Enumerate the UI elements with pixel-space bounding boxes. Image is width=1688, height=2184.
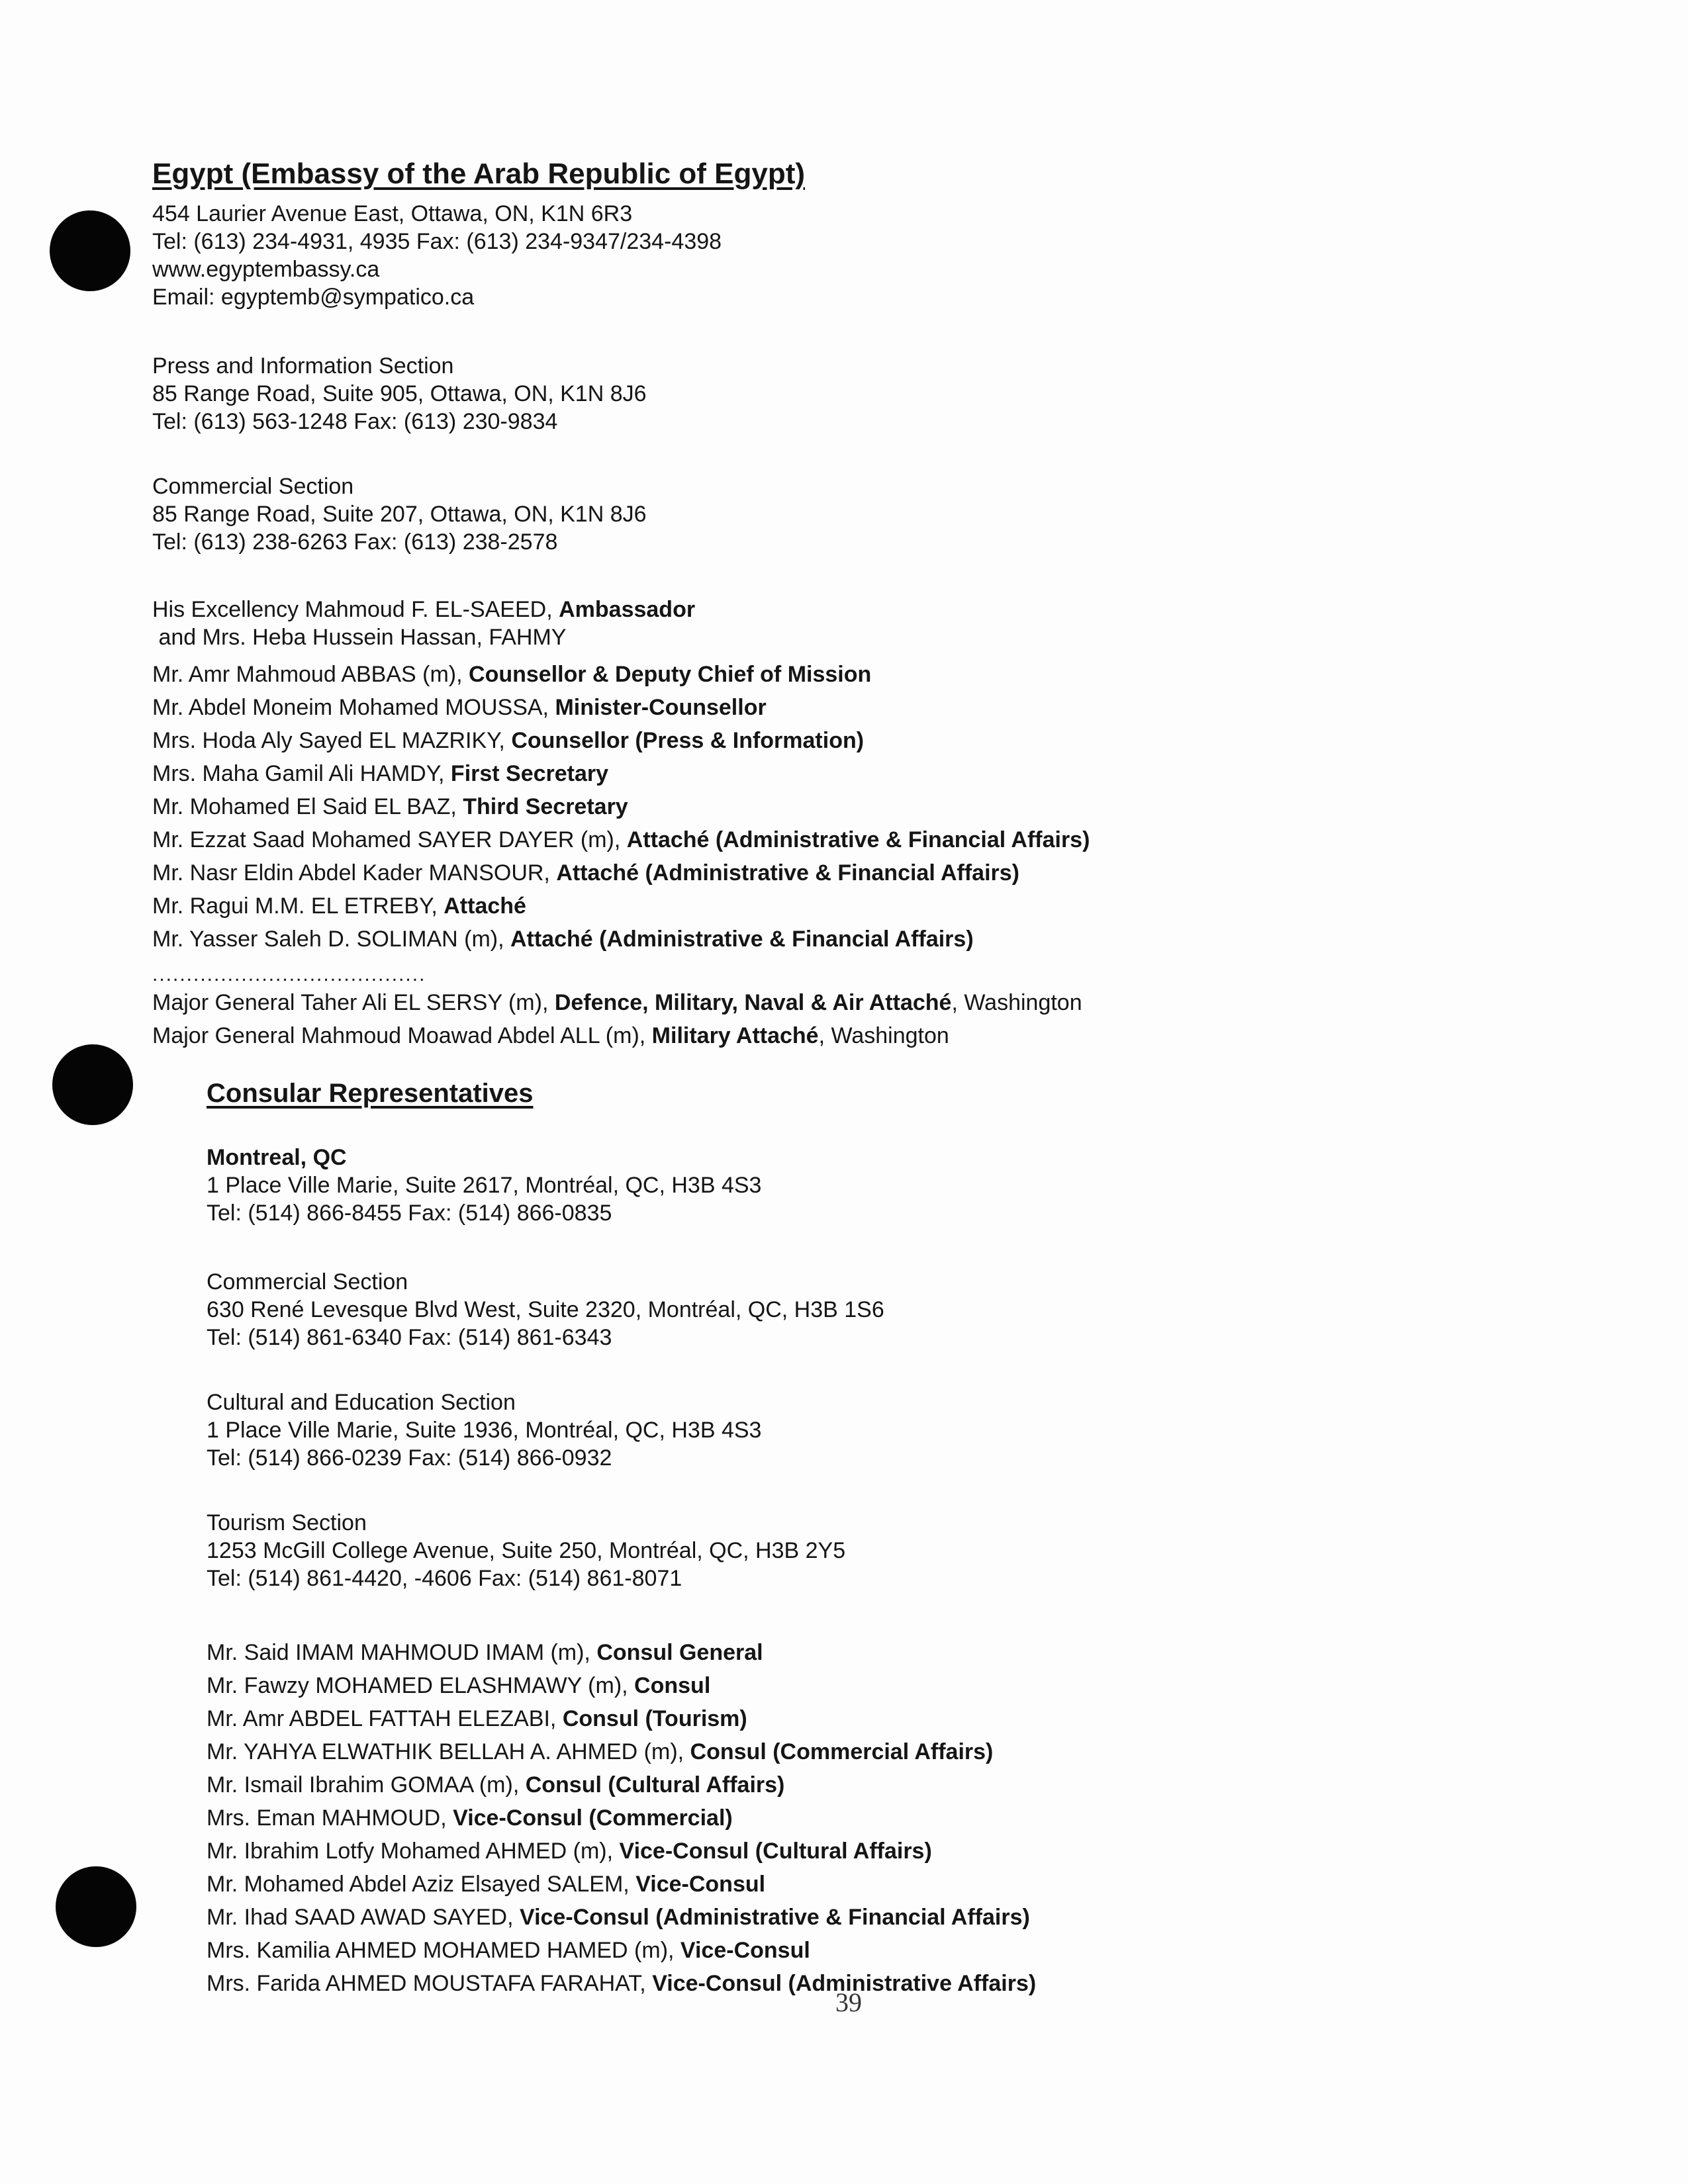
staff-entry — [152, 923, 1090, 956]
commercial-section-address: 85 Range Road, Suite 207, Ottawa, ON, K1N 8J6 — [152, 502, 647, 527]
staff-entry — [152, 856, 1090, 889]
consular-staff-title: Vice-Consul (Commercial) — [453, 1805, 733, 1831]
consular-staff-entry — [207, 1934, 1036, 1967]
embassy-contact — [152, 200, 722, 311]
staff-entry — [152, 691, 1090, 724]
consular-staff-entry — [207, 1835, 1036, 1868]
consular-commercial-phone: Tel: (514) 861-6340 Fax: (514) 861-6343 — [207, 1325, 612, 1350]
consular-staff-entry — [207, 1735, 1036, 1768]
consular-cultural-address: 1 Place Ville Marie, Suite 1936, Montréal, QC, H3B 4S3 — [207, 1418, 762, 1443]
consular-staff-name: Mrs. Farida AHMED MOUSTAFA FARAHAT, — [207, 1971, 653, 1996]
consular-staff-name: Mr. Ibrahim Lotfy Mohamed AHMED (m), — [207, 1839, 620, 1864]
military-title: Military Attaché — [651, 1023, 819, 1048]
military-entry — [152, 1019, 1082, 1052]
staff-entry — [152, 724, 1090, 757]
consular-staff-name: Mr. Ihad SAAD AWAD SAYED, — [207, 1905, 520, 1930]
punch-hole-top — [50, 210, 130, 291]
punch-hole-middle — [52, 1044, 133, 1125]
embassy-heading: Egypt (Embassy of the Arab Republic of Egypt) — [152, 158, 806, 190]
staff-name: Mr. Mohamed El Said EL BAZ, — [152, 794, 463, 819]
consular-staff-title: Vice-Consul (Cultural Affairs) — [619, 1839, 932, 1864]
consular-staff-title: Vice-Consul — [635, 1872, 766, 1897]
consular-tourism-phone: Tel: (514) 861-4420, -4606 Fax: (514) 861-8071 — [207, 1566, 682, 1591]
consular-staff-title: Vice-Consul (Administrative & Financial Affairs) — [520, 1905, 1030, 1930]
consulate-phone: Tel: (514) 866-8455 Fax: (514) 866-0835 — [207, 1201, 612, 1226]
consular-staff-name: Mrs. Eman MAHMOUD, — [207, 1805, 453, 1831]
staff-name: Mr. Nasr Eldin Abdel Kader MANSOUR, — [152, 860, 557, 886]
consular-cultural-section — [207, 1388, 761, 1472]
consular-staff-entry — [207, 1801, 1036, 1835]
consular-staff-entry — [207, 1967, 1036, 2000]
military-name: Major General Mahmoud Moawad Abdel ALL (m), — [152, 1023, 652, 1048]
consular-staff-entry — [207, 1868, 1036, 1901]
staff-entry — [152, 623, 1090, 658]
military-entry — [152, 986, 1082, 1019]
military-location: , Washington — [951, 990, 1082, 1015]
staff-name: Mrs. Hoda Aly Sayed EL MAZRIKY, — [152, 728, 512, 753]
consular-cultural-name: Cultural and Education Section — [207, 1390, 516, 1415]
staff-title: Attaché (Administrative & Financial Affairs) — [510, 927, 974, 952]
staff-title: Ambassador — [559, 597, 696, 622]
staff-entry — [152, 596, 1090, 623]
press-section-phone: Tel: (613) 563-1248 Fax: (613) 230-9834 — [152, 409, 558, 434]
consular-staff-name: Mr. Mohamed Abdel Aziz Elsayed SALEM, — [207, 1872, 636, 1897]
staff-entry — [152, 790, 1090, 823]
staff-title: Attaché (Administrative & Financial Affairs) — [556, 860, 1019, 886]
consular-staff-title: Vice-Consul — [680, 1938, 810, 1963]
commercial-section-phone: Tel: (613) 238-6263 Fax: (613) 238-2578 — [152, 529, 558, 555]
consulate-montreal — [207, 1144, 761, 1227]
consular-tourism-name: Tourism Section — [207, 1510, 367, 1535]
consular-heading: Consular Representatives — [207, 1079, 534, 1108]
military-location: , Washington — [818, 1023, 949, 1048]
consular-staff-title: Consul (Tourism) — [562, 1706, 747, 1731]
press-section — [152, 352, 647, 435]
staff-entry — [152, 823, 1090, 856]
consular-staff-title: Consul General — [596, 1640, 763, 1665]
consular-staff-entry — [207, 1669, 1036, 1702]
embassy-address: 454 Laurier Avenue East, Ottawa, ON, K1N 6R3 — [152, 201, 633, 226]
consular-staff-entry — [207, 1636, 1036, 1669]
consular-staff-title: Consul (Cultural Affairs) — [525, 1772, 785, 1797]
staff-title: Third Secretary — [463, 794, 628, 819]
consular-tourism-section — [207, 1509, 845, 1592]
military-name: Major General Taher Ali EL SERSY (m), — [152, 990, 555, 1015]
consular-staff-entry — [207, 1768, 1036, 1801]
consulate-address: 1 Place Ville Marie, Suite 2617, Montréal, QC, H3B 4S3 — [207, 1173, 762, 1198]
staff-entry — [152, 658, 1090, 691]
military-title: Defence, Military, Naval & Air Attaché — [554, 990, 952, 1015]
consular-staff-name: Mr. Ismail Ibrahim GOMAA (m), — [207, 1772, 526, 1797]
staff-entry — [152, 889, 1090, 923]
consular-staff-title: Vice-Consul (Administrative Affairs) — [652, 1971, 1037, 1996]
consular-staff-name: Mr. YAHYA ELWATHIK BELLAH A. AHMED (m), — [207, 1739, 690, 1764]
commercial-section — [152, 473, 647, 556]
consular-staff-list — [207, 1636, 1036, 2000]
consular-commercial-name: Commercial Section — [207, 1269, 408, 1295]
staff-name: and Mrs. Heba Hussein Hassan, FAHMY — [152, 625, 567, 650]
staff-name: Mr. Yasser Saleh D. SOLIMAN (m), — [152, 927, 510, 952]
consular-staff-name: Mr. Said IMAM MAHMOUD IMAM (m), — [207, 1640, 597, 1665]
staff-name: Mr. Ragui M.M. EL ETREBY, — [152, 893, 444, 919]
separator-dots: ........................................ — [152, 964, 426, 985]
consulate-city: Montreal, QC — [207, 1145, 347, 1170]
commercial-section-name: Commercial Section — [152, 474, 354, 499]
embassy-email: Email: egyptemb@sympatico.ca — [152, 285, 475, 310]
military-list — [152, 986, 1082, 1052]
staff-title: Minister-Counsellor — [555, 695, 767, 720]
page-number: 39 — [835, 1987, 862, 2017]
consular-tourism-address: 1253 McGill College Avenue, Suite 250, Montréal, QC, H3B 2Y5 — [207, 1538, 846, 1563]
punch-hole-bottom — [56, 1866, 136, 1947]
consular-cultural-phone: Tel: (514) 866-0239 Fax: (514) 866-0932 — [207, 1445, 612, 1471]
staff-title: First Secretary — [450, 761, 609, 786]
consular-commercial-section — [207, 1268, 884, 1351]
staff-name: Mr. Amr Mahmoud ABBAS (m), — [152, 662, 469, 687]
embassy-website: www.egyptembassy.ca — [152, 257, 380, 282]
consular-staff-name: Mrs. Kamilia AHMED MOHAMED HAMED (m), — [207, 1938, 680, 1963]
embassy-phone: Tel: (613) 234-4931, 4935 Fax: (613) 234-9347/234-4398 — [152, 229, 722, 254]
staff-title: Attaché — [444, 893, 526, 919]
press-section-address: 85 Range Road, Suite 905, Ottawa, ON, K1N 8J6 — [152, 381, 647, 406]
consular-staff-name: Mr. Amr ABDEL FATTAH ELEZABI, — [207, 1706, 563, 1731]
staff-name: His Excellency Mahmoud F. EL-SAEED, — [152, 597, 559, 622]
consular-staff-entry — [207, 1702, 1036, 1735]
consular-staff-name: Mr. Fawzy MOHAMED ELASHMAWY (m), — [207, 1673, 635, 1698]
staff-title: Counsellor & Deputy Chief of Mission — [469, 662, 872, 687]
consular-staff-title: Consul — [634, 1673, 711, 1698]
consular-staff-entry — [207, 1901, 1036, 1934]
staff-title: Counsellor (Press & Information) — [511, 728, 865, 753]
staff-name: Mr. Ezzat Saad Mohamed SAYER DAYER (m), — [152, 827, 627, 852]
staff-entry — [152, 757, 1090, 790]
consular-staff-title: Consul (Commercial Affairs) — [690, 1739, 994, 1764]
consular-commercial-address: 630 René Levesque Blvd West, Suite 2320, Montréal, QC, H3B 1S6 — [207, 1297, 884, 1322]
staff-name: Mrs. Maha Gamil Ali HAMDY, — [152, 761, 451, 786]
staff-title: Attaché (Administrative & Financial Affairs) — [626, 827, 1090, 852]
staff-name: Mr. Abdel Moneim Mohamed MOUSSA, — [152, 695, 555, 720]
embassy-staff-list — [152, 596, 1090, 956]
press-section-name: Press and Information Section — [152, 353, 454, 379]
